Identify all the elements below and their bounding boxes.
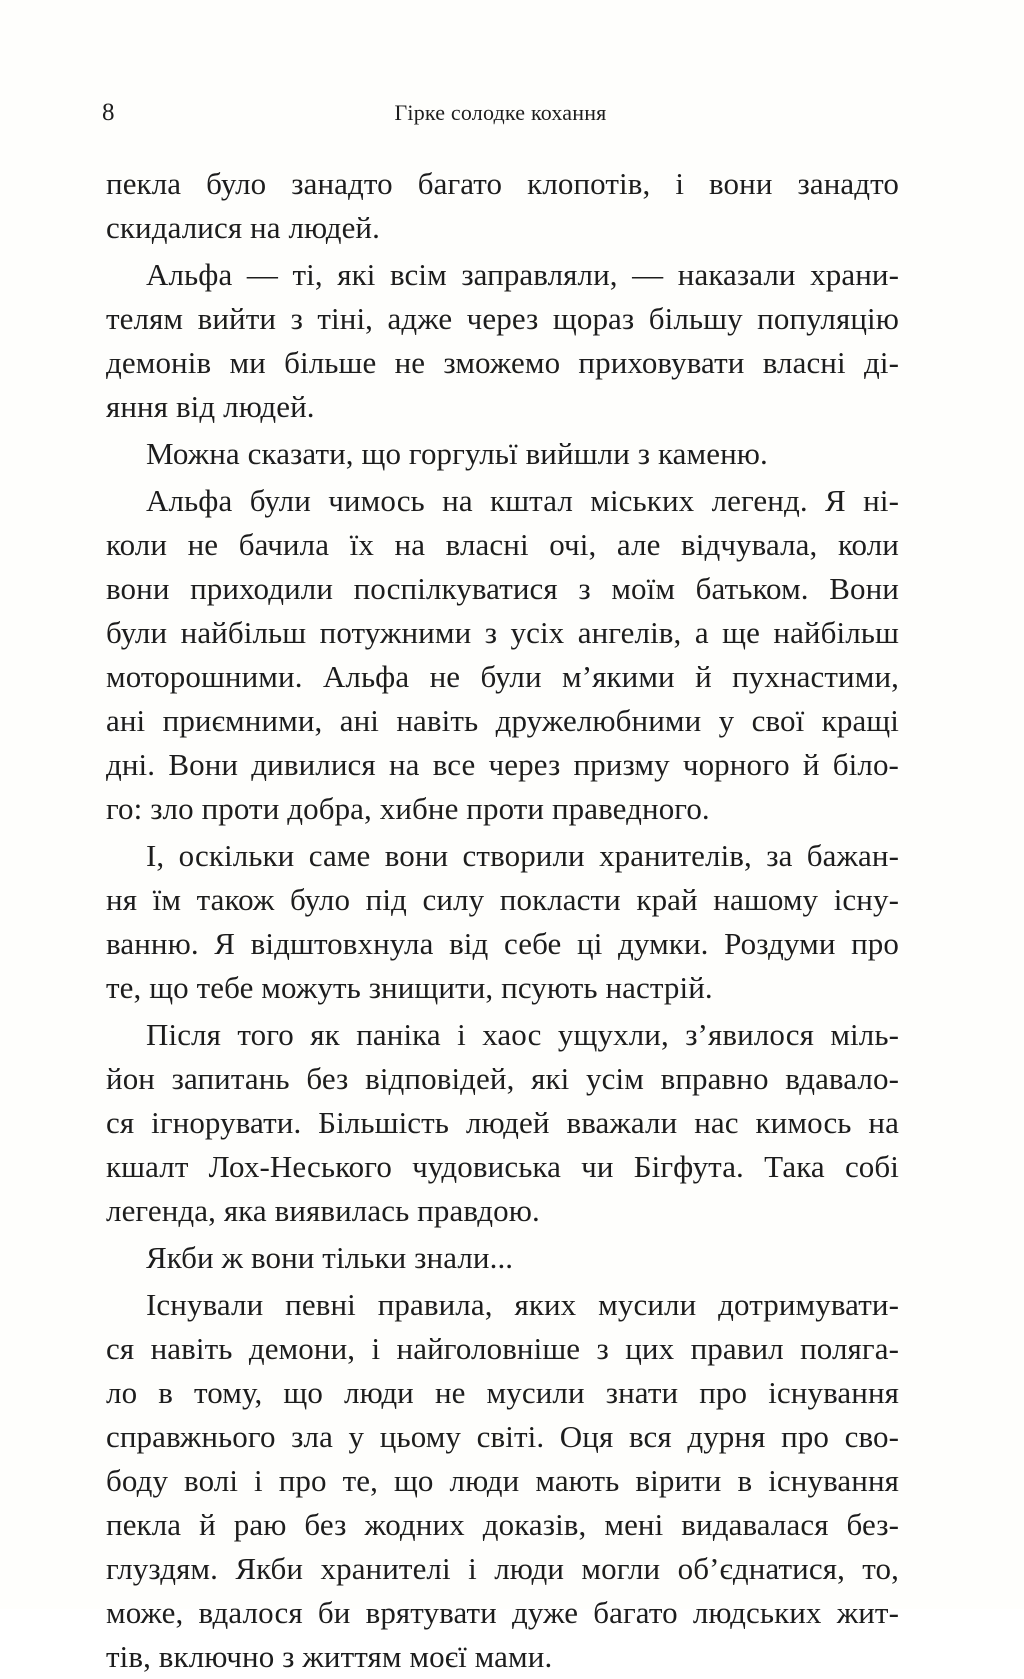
paragraph — [106, 162, 899, 250]
text-line: яння від людей. — [106, 389, 315, 424]
text-line: Альфа — ті, які всім заправляли, — наказали храни- — [146, 257, 899, 292]
text-line: Можна сказати, що горгульї вийшли з каменю. — [146, 436, 768, 471]
text-line: Якби ж вони тільки знали... — [146, 1240, 514, 1275]
text-line: скидалися на людей. — [106, 210, 380, 245]
text-line: кшалт Лох-Неського чудовиська чи Бігфута. Така собі — [106, 1149, 899, 1184]
text-line: телям вийти з тіні, адже через щораз більшу популяцію — [106, 301, 899, 336]
text-line: го: зло проти добра, хибне проти праведного. — [106, 791, 710, 826]
text-line: Існували певні правила, яких мусили дотримувати- — [146, 1287, 899, 1322]
text-line: дні. Вони дивилися на все через призму чорного й біло- — [106, 747, 899, 782]
text-line: вони приходили поспілкуватися з моїм батьком. Вони — [106, 571, 899, 606]
text-line: ня їм також було під силу покласти край нашому існу- — [106, 882, 899, 917]
paragraph — [106, 1013, 899, 1233]
paragraph — [106, 1283, 899, 1679]
text-line: боду волі і про те, що люди мають вірити в існування — [106, 1463, 899, 1498]
text-line: демонів ми більше не зможемо приховувати власні ді- — [106, 345, 899, 380]
running-title: Гірке солодке кохання — [394, 100, 607, 125]
text-line: були найбільш потужними з усіх ангелів, а ще найбільш — [106, 615, 899, 650]
text-line: глуздям. Якби хранителі і люди могли об’єднатися, то, — [106, 1551, 899, 1586]
paragraph — [106, 432, 899, 476]
text-line: ся ігнорувати. Більшість людей вважали нас кимось на — [106, 1105, 899, 1140]
text-line: ані приємними, ані навіть дружелюбними у свої кращі — [106, 703, 899, 738]
text-line: пекла й раю без жодних доказів, мені видавалася без- — [106, 1507, 899, 1542]
paragraph — [106, 253, 899, 429]
text-line: може, вдалося би врятувати дуже багато людських жит- — [106, 1595, 899, 1630]
text-line: легенда, яка виявилась правдою. — [106, 1193, 540, 1228]
text-line: те, що тебе можуть знищити, псують настрій. — [106, 970, 713, 1005]
text-line: І, оскільки саме вони створили хранителів, за бажан- — [146, 838, 899, 873]
page-number: 8 — [102, 99, 115, 126]
body-text — [106, 162, 899, 1679]
running-header — [102, 96, 899, 130]
text-line: ванню. Я відштовхнула від себе ці думки. Роздуми про — [106, 926, 899, 961]
text-line: ся навіть демони, і найголовніше з цих правил поляга- — [106, 1331, 899, 1366]
text-line: йон запитань без відповідей, які усім вправно вдавало- — [106, 1061, 899, 1096]
text-line: справжнього зла у цьому світі. Оця вся дурня про сво- — [106, 1419, 899, 1454]
text-line: моторошними. Альфа не були м’якими й пухнастими, — [106, 659, 899, 694]
text-line: ло в тому, що люди не мусили знати про існування — [106, 1375, 899, 1410]
paragraph — [106, 1236, 899, 1280]
text-line: тів, включно з життям моєї мами. — [106, 1639, 553, 1674]
text-line: Після того як паніка і хаос ущухли, з’явилося міль- — [146, 1017, 899, 1052]
paragraph — [106, 834, 899, 1010]
text-line: коли не бачила їх на власні очі, але відчувала, коли — [106, 527, 899, 562]
text-line: Альфа були чимось на кштал міських легенд. Я ні- — [146, 483, 899, 518]
paragraph — [106, 479, 899, 831]
text-line: пекла було занадто багато клопотів, і вони занадто — [106, 166, 899, 201]
